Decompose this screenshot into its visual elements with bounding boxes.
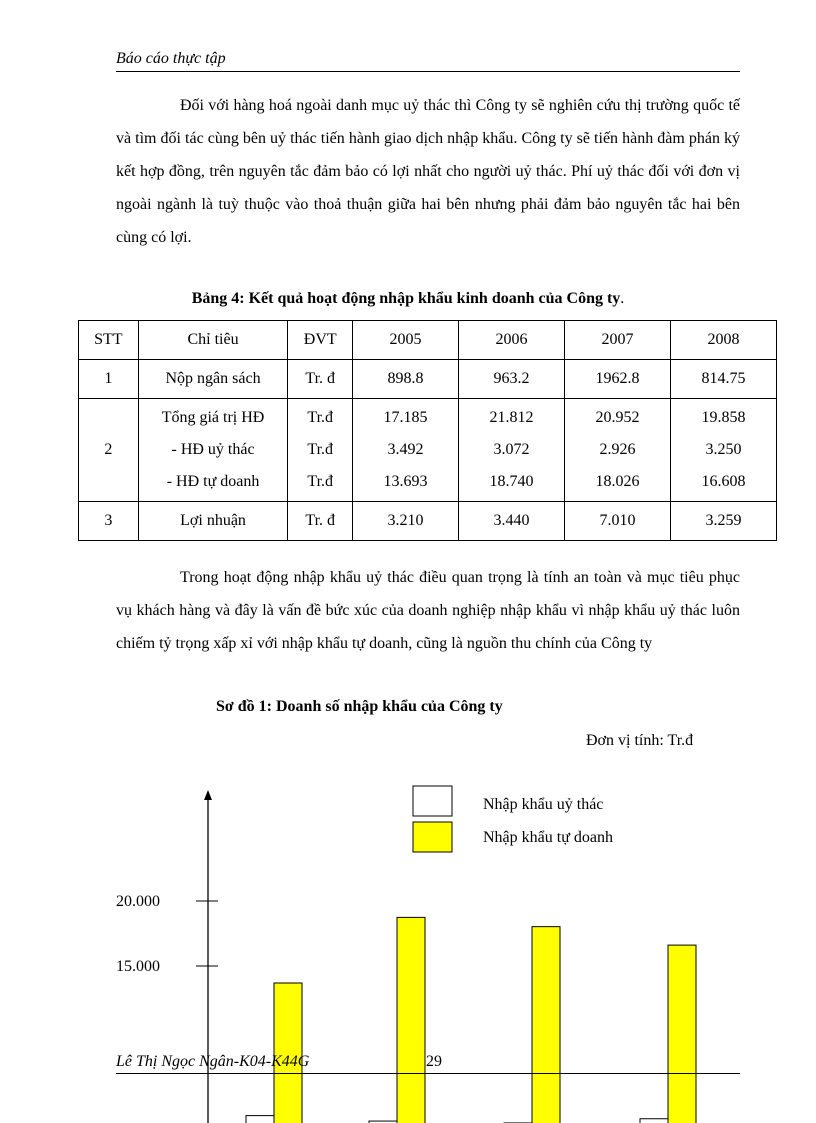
header-2006: 2006 [459,321,565,360]
table-caption-period: . [620,290,625,307]
cell-indicator-group [138,399,288,502]
cell-value: 3.250 [705,441,742,458]
chart-bars [246,917,696,1123]
table-row [79,502,777,541]
cell-value: 1962.8 [565,360,671,399]
legend-label-self-business: Nhập khẩu tự doanh [483,829,613,846]
cell-value: 19.858 [701,409,746,426]
table-header-row [79,321,777,360]
cell-value: 3.259 [670,502,776,541]
cell-unit: Tr.đ [307,409,334,426]
cell-year-2006 [459,399,565,502]
cell-unit: Tr. đ [288,360,353,399]
page-header [116,48,740,72]
bar-2005-consignment [246,1116,274,1123]
cell-indicator: - HĐ tự doanh [166,473,260,490]
table-row [79,399,777,502]
cell-value: 3.072 [493,441,530,458]
bar-2008-self-business [668,945,696,1123]
cell-stt: 1 [79,360,139,399]
footer-author: Lê Thị Ngọc Ngân-K04-K44G [116,1053,310,1070]
cell-value: 16.608 [701,473,746,490]
y-axis-arrow-icon [204,790,212,800]
bar-2006-self-business [397,917,425,1123]
cell-unit-group [288,399,353,502]
y-tick-label: 15.000 [116,958,160,975]
cell-unit: Tr.đ [307,473,334,490]
cell-year-2005 [353,399,459,502]
header-unit: ĐVT [288,321,353,360]
header-2005: 2005 [353,321,459,360]
header-2008: 2008 [670,321,776,360]
header-title: Báo cáo thực tập [116,50,226,67]
cell-year-2007 [565,399,671,502]
cell-value: 20.952 [595,409,640,426]
cell-stt: 3 [79,502,139,541]
cell-indicator: Tổng giá trị HĐ [161,409,265,426]
table-caption-text: Bảng 4: Kết quả hoạt động nhập khẩu kinh doanh của Công ty [191,290,621,307]
chart-unit-label: Đơn vị tính: Tr.đ [586,732,694,749]
cell-value: 21.812 [489,409,534,426]
cell-year-2008 [670,399,776,502]
table-caption [0,288,816,310]
cell-stt: 2 [79,399,139,502]
cell-value: 7.010 [565,502,671,541]
import-results-table [78,320,777,541]
legend-swatch-self-business [413,822,452,852]
legend-swatch-consignment [413,786,452,816]
chart-legend [413,786,613,852]
page-footer [116,1051,740,1074]
legend-label-consignment: Nhập khẩu uỷ thác [483,796,604,813]
paragraph-1: Đối với hàng hoá ngoài danh mục uỷ thác thì Công ty sẽ nghiên cứu thị trường quốc tế và tìm đối tác cùng bên uỷ thác tiến hành giao dịch nhập khẩu. Công ty sẽ tiến hành đàm phán ký kết hợp đồng, trên nguyên tắc đảm bảo có lợi nhất cho người uỷ thác. Phí uỷ thác đối với đơn vị ngoài ngành là tuỳ thuộc vào thoả thuận giữa hai bên nhưng phải đảm bảo nguyên tắc hai bên cùng có lợi. [116,97,740,246]
bar-2008-consignment [640,1119,668,1123]
bar-2007-self-business [532,927,560,1123]
cell-value: 3.492 [387,441,424,458]
table-row [79,360,777,399]
cell-value: 963.2 [459,360,565,399]
cell-value: 18.026 [595,473,640,490]
cell-value: 13.693 [383,473,428,490]
footer-page-number: 29 [426,1053,442,1070]
cell-value: 814.75 [670,360,776,399]
chart-title: Sơ đồ 1: Doanh số nhập khẩu của Công ty [216,698,503,715]
header-stt: STT [79,321,139,360]
cell-indicator: Lợi nhuận [138,502,288,541]
paragraph-2: Trong hoạt động nhập khẩu uỷ thác điều quan trọng là tính an toàn và mục tiêu phục vụ khách hàng và đây là vấn đề bức xúc của doanh nghiệp nhập khẩu vì nhập khẩu uỷ thác luôn chiếm tỷ trọng xấp xỉ với nhập khẩu tự doanh, cũng là nguồn thu chính của Công ty [116,569,740,652]
cell-value: 3.440 [459,502,565,541]
cell-value: 18.740 [489,473,534,490]
cell-unit: Tr.đ [307,441,334,458]
cell-value: 3.210 [353,502,459,541]
cell-value: 2.926 [599,441,636,458]
cell-value: 17.185 [383,409,428,426]
header-indicator: Chỉ tiêu [138,321,288,360]
cell-indicator: Nộp ngân sách [138,360,288,399]
cell-unit: Tr. đ [288,502,353,541]
y-tick-label: 20.000 [116,893,160,910]
cell-indicator: - HĐ uỷ thác [171,441,255,458]
header-2007: 2007 [565,321,671,360]
cell-value: 898.8 [353,360,459,399]
